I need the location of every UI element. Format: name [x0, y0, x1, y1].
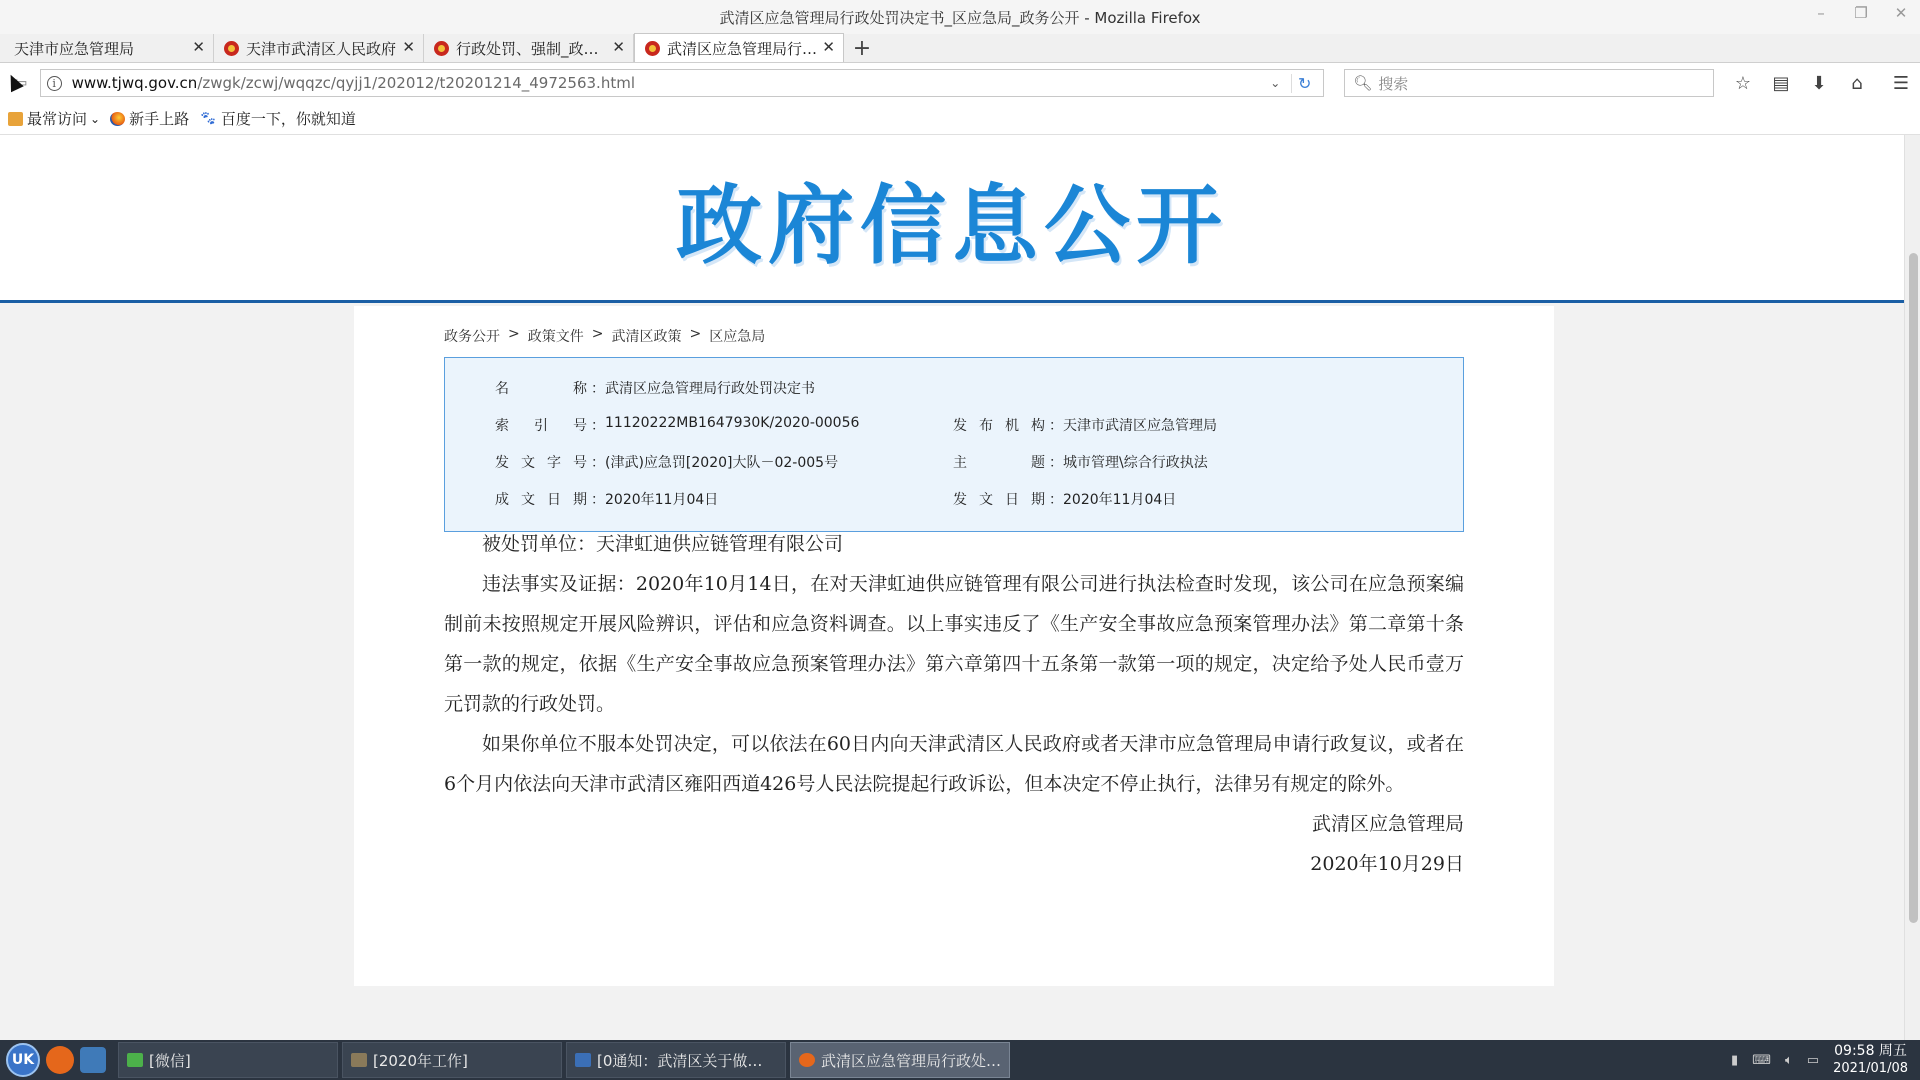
- home-icon[interactable]: ⌂: [1851, 72, 1863, 94]
- bookmark-star-icon[interactable]: ☆: [1734, 72, 1752, 94]
- navigation-bar: [0, 63, 1920, 103]
- meta-colon: ：: [591, 381, 605, 397]
- network-icon[interactable]: ▭: [1806, 1052, 1820, 1068]
- browser-tab[interactable]: [424, 34, 634, 62]
- download-icon[interactable]: ⬇: [1811, 72, 1827, 94]
- meta-label: 发文字号: [495, 455, 587, 471]
- document-body: [444, 524, 1464, 884]
- breadcrumb-link[interactable]: 政策文件: [527, 329, 584, 345]
- meta-label: 发文日期: [953, 492, 1045, 508]
- tab-label: 天津市武清区人民政府: [246, 39, 397, 58]
- info-icon[interactable]: i: [47, 76, 62, 91]
- tab-label: 天津市应急管理局: [14, 39, 135, 58]
- minimize-button[interactable]: –: [1817, 4, 1825, 22]
- tab-close-icon[interactable]: ✕: [822, 38, 835, 56]
- bookmark-baidu[interactable]: [199, 108, 356, 129]
- tab-close-icon[interactable]: ✕: [402, 38, 415, 56]
- window-title: 武清区应急管理局行政处罚决定书_区应急局_政务公开 - Mozilla Firefox: [719, 8, 1201, 27]
- reading-list-icon[interactable]: ▤: [1772, 72, 1790, 94]
- signature-org: 武清区应急管理局: [1311, 813, 1464, 835]
- firefox-icon: [799, 1053, 815, 1067]
- meta-label: 索引号: [495, 418, 587, 434]
- breadcrumb: [444, 326, 765, 346]
- restore-button[interactable]: ❐: [1854, 4, 1868, 22]
- os-taskbar: [0, 1040, 1920, 1080]
- browser-tab-active[interactable]: [634, 33, 844, 62]
- browser-tab[interactable]: [214, 34, 424, 62]
- folder-icon: [351, 1053, 367, 1067]
- meta-label: 名称: [495, 381, 587, 397]
- clock-date: 2021/01/08: [1833, 1061, 1908, 1076]
- taskbar-task[interactable]: [342, 1042, 562, 1078]
- meta-value: 2020年11月04日: [1063, 492, 1177, 508]
- baidu-icon: 🐾︎: [199, 110, 217, 127]
- tab-close-icon[interactable]: ✕: [612, 38, 625, 56]
- signature-date: 2020年10月29日: [1310, 853, 1464, 875]
- meta-colon: ：: [1049, 492, 1063, 508]
- menu-icon[interactable]: ☰: [1892, 72, 1910, 94]
- meta-value: 武清区应急管理局行政处罚决定书: [605, 381, 815, 397]
- bookmark-getting-started[interactable]: [110, 108, 189, 129]
- scrollbar-thumb[interactable]: [1909, 253, 1918, 923]
- violation-facts-paragraph: 违法事实及证据：2020年10月14日，在对天津虹迪供应链管理有限公司进行执法检查时发现，该公司在应急预案编制前未按照规定开展风险辨识，评估和应急资料调查。以上事实违反了《生产安全事故应急预案管理办法》第二章第十条第一款的规定，依据《生产安全事故应急预案管理办法》第六章第四十五条第一款第一项的规定，决定给予处人民币壹万元罚款的行政处罚。: [444, 573, 1464, 715]
- clock[interactable]: [1833, 1043, 1908, 1077]
- meta-row: [445, 489, 1463, 513]
- search-input[interactable]: [1344, 69, 1714, 97]
- back-arrow-icon[interactable]: ⇦: [12, 72, 28, 94]
- meta-colon: ：: [591, 418, 605, 434]
- meta-colon: ：: [591, 455, 605, 471]
- meta-colon: ：: [1049, 418, 1063, 434]
- task-label: [0通知：武清区关于做好…: [597, 1051, 777, 1070]
- keyboard-icon[interactable]: ⌨: [1752, 1052, 1771, 1068]
- task-label: 武清区应急管理局行政处…: [821, 1051, 1001, 1070]
- vertical-scrollbar[interactable]: [1904, 135, 1920, 1040]
- bookmark-most-visited[interactable]: [8, 108, 100, 129]
- close-window-button[interactable]: ✕: [1894, 4, 1908, 22]
- url-host: www.tjwq.gov.cn: [71, 74, 198, 92]
- meta-row: [445, 378, 1463, 402]
- wechat-icon: [127, 1053, 143, 1067]
- gov-emblem-icon: [224, 41, 239, 56]
- meta-value: 2020年11月04日: [605, 492, 719, 508]
- folder-icon: [8, 112, 23, 126]
- bookmark-label: 新手上路: [129, 110, 190, 128]
- file-manager-launcher-icon[interactable]: [80, 1047, 106, 1073]
- firefox-icon: [110, 112, 125, 126]
- meta-value: 城市管理\综合行政执法: [1063, 455, 1208, 471]
- meta-colon: ：: [1049, 455, 1063, 471]
- tab-label: 行政处罚、强制_政…: [456, 39, 599, 58]
- url-bar[interactable]: [40, 69, 1325, 97]
- tab-close-icon[interactable]: ✕: [192, 38, 205, 56]
- meta-label: 主题: [953, 455, 1045, 471]
- penalized-party-paragraph: 被处罚单位：天津虹迪供应链管理有限公司: [482, 533, 844, 555]
- meta-value: (津武)应急罚[2020]大队－02-005号: [605, 455, 839, 471]
- breadcrumb-link[interactable]: 政务公开: [444, 329, 500, 345]
- clipboard-icon[interactable]: ▮: [1731, 1052, 1739, 1068]
- gov-emblem-icon: [434, 41, 449, 56]
- taskbar-task-active[interactable]: [790, 1042, 1010, 1078]
- meta-value: 11120222MB1647930K/2020-00056: [605, 415, 860, 431]
- meta-row: [445, 452, 1463, 476]
- taskbar-task[interactable]: [566, 1042, 786, 1078]
- window-titlebar: [0, 0, 1920, 34]
- volume-icon[interactable]: 🔈︎: [1784, 1052, 1793, 1068]
- bookmarks-bar: [0, 103, 1920, 135]
- banner-title: 政府信息公开: [676, 175, 1228, 276]
- search-placeholder: 搜索: [1378, 74, 1409, 93]
- breadcrumb-separator: >: [591, 326, 604, 342]
- tab-label: 武清区应急管理局行…: [667, 39, 817, 58]
- document-icon: [575, 1053, 591, 1067]
- tab-strip: [0, 34, 1920, 63]
- bookmark-label: 百度一下，你就知道: [220, 110, 356, 128]
- page-viewport: [0, 135, 1920, 1040]
- breadcrumb-separator: >: [508, 326, 520, 342]
- chevron-down-icon[interactable]: ⌄: [1270, 76, 1281, 90]
- breadcrumb-link[interactable]: 武清区政策: [611, 329, 682, 345]
- document-metadata-box: [444, 357, 1464, 532]
- appeal-rights-paragraph: 如果你单位不服本处罚决定，可以依法在60日内向天津武清区人民政府或者天津市应急管理局申请行政复议，或者在6个月内依法向天津市武清区雍阳西道426号人民法院提起行政诉讼，但本决定不停止执行，法律另有规定的除外。: [444, 733, 1464, 795]
- breadcrumb-link[interactable]: 区应急局: [709, 329, 766, 345]
- meta-colon: ：: [591, 492, 605, 508]
- taskbar-task[interactable]: [118, 1042, 338, 1078]
- breadcrumb-separator: >: [689, 326, 702, 342]
- task-label: [2020年工作]: [373, 1051, 468, 1070]
- url-path: /zwgk/zcwj/wqqzc/qyjj1/202012/t20201214_4972563.html: [197, 74, 635, 92]
- bookmark-label: 最常访问: [27, 110, 88, 128]
- article-container: [354, 306, 1554, 986]
- search-icon: 🔍︎: [1353, 74, 1373, 92]
- meta-row: [445, 415, 1463, 439]
- new-tab-button[interactable]: +: [852, 35, 872, 61]
- firefox-launcher-icon[interactable]: [46, 1046, 74, 1074]
- chevron-down-icon: ⌄: [90, 111, 101, 126]
- gov-emblem-icon: [645, 41, 660, 56]
- system-tray: [1731, 1043, 1908, 1077]
- page-banner: [0, 135, 1904, 303]
- clock-time: 09:58 周五: [1834, 1043, 1907, 1059]
- meta-value: 天津市武清区应急管理局: [1063, 418, 1217, 434]
- task-label: [微信]: [149, 1051, 191, 1070]
- browser-tab[interactable]: [4, 34, 214, 62]
- meta-label: 成文日期: [495, 492, 587, 508]
- window-controls: [1812, 4, 1910, 22]
- meta-label: 发布机构: [953, 418, 1045, 434]
- toolbar-icons: [1724, 73, 1920, 94]
- url-text[interactable]: [72, 74, 1266, 92]
- reload-icon[interactable]: ↻: [1291, 74, 1317, 93]
- start-menu-icon[interactable]: UK: [6, 1043, 40, 1077]
